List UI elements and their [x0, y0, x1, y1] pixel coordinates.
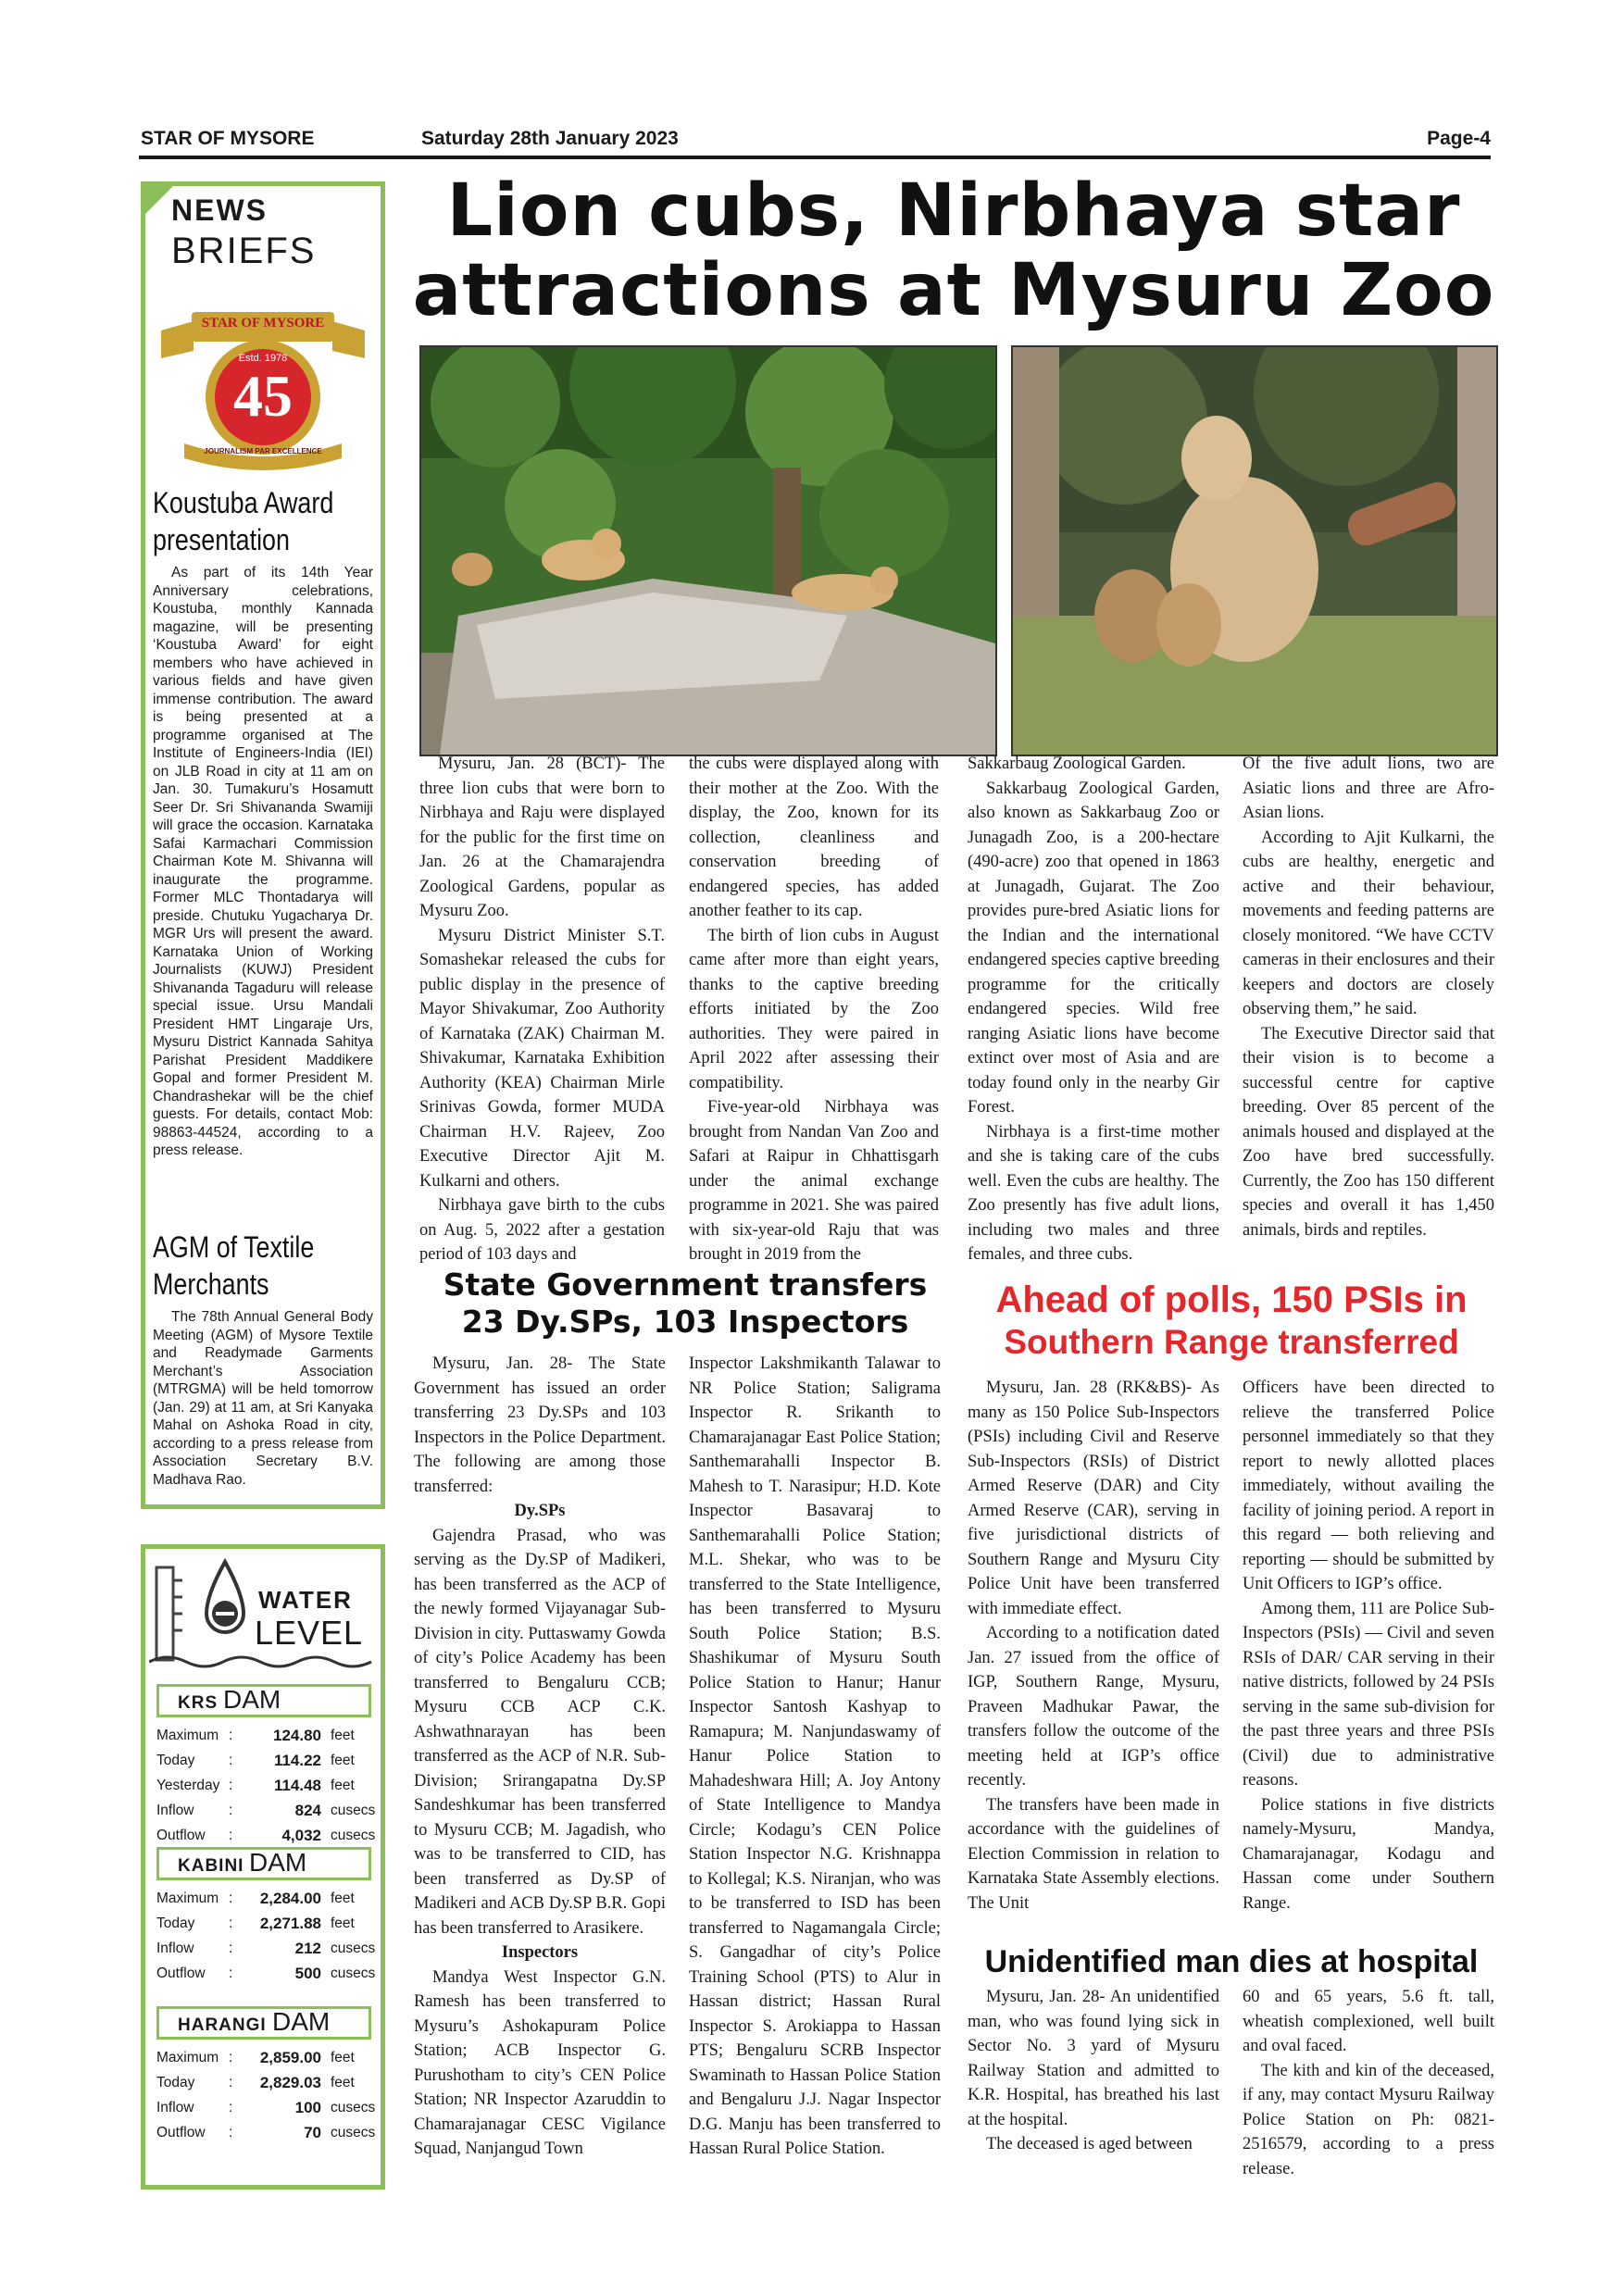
headline-line-2: attractions at Mysuru Zoo — [412, 249, 1495, 332]
paragraph: Mysuru, Jan. 28- An unidentified man, who was found lying sick in Sector No. 3 yard of Mysuru Railway Station and admitted to K.R. Hospital, has breathed his last at the hospital. — [968, 1988, 1219, 2129]
dam-row — [156, 2095, 379, 2120]
dam-row-label: Outflow — [156, 2125, 206, 2140]
dam-row — [156, 1823, 379, 1848]
paragraph: The Executive Director said that their vision is to become a successful centre for captive breeding. Over 85 percent of the animals housed and displayed at the Zoo have bred successfully. Currently, the Zoo has 150 different species and overall it has 1,450 animals, birds and reptiles. — [1243, 1024, 1494, 1240]
dam-row — [156, 2070, 379, 2095]
dam-label: DAM — [223, 1685, 281, 1714]
paragraph: According to Ajit Kulkarni, the cubs are healthy, energetic and active and their behaviour, movements and feeding patterns are closely monitored. “We have CCTV cameras in their enclosures and their keepers and doctors are closely observing them,” he said. — [1243, 828, 1494, 1018]
dam-row — [156, 1936, 379, 1961]
dam-name: KRS — [178, 1693, 219, 1713]
paragraph: Mandya West Inspector G.N. Ramesh has been transferred to Mysuru’s Ashokapuram Police Station; ACB Inspector G. Purushotham to city’s CEN Police Station; NR Inspector Azaruddin to Chamarajanagar CESC Vigilance Squad, Nanjangud Town — [414, 1967, 666, 2158]
hospital-headline: Unidentified man dies at hospital — [984, 1944, 1479, 1979]
dam-row — [156, 1886, 379, 1911]
paragraph: 60 and 65 years, 5.6 ft. tall, wheatish complexioned, well built and oval faced. — [1243, 1988, 1494, 2055]
dam-row-label: Inflow — [156, 1803, 194, 1818]
dam-name: HARANGI — [178, 2015, 267, 2035]
dam-row-value: 2,271.88 — [259, 1915, 321, 1932]
dam-row-unit: cusecs — [331, 1940, 376, 1956]
separator: : — [229, 1965, 233, 1981]
dam-row — [156, 1723, 379, 1748]
dam-row — [156, 1961, 379, 1986]
dam-row-label: Today — [156, 1753, 195, 1768]
dam-row-value: 500 — [294, 1965, 321, 1982]
paragraph: Inspector Lakshmikanth Talawar to NR Police Station; Saligrama Inspector R. Srikanth to Chamarajanagar East Police Station; Santhemarahalli Inspector B. Mahesh to T. Narasipur; H.D. Kote Inspector Basavaraj to Santhemarahalli Police Station; M.L. Shekar, who was to be transferred to the State Intelligence, has been transferred to Mysuru South Police Station; B.S. Shashikumar of Mysuru South Police Station to Hanur; Hanur Inspector Santosh Kashyap to Ramapura; M. Nanjundaswamy of Hanur Police Station to Mahadeshwara Hill; A. Joy Antony of State Intelligence to Mandya Circle; Kodagu’s CEN Police Station Inspector N.G. Krishnappa to Kollegal; K.S. Niranjan, who was to be transferred to ISD has been transferred to Nagamangala Circle; S. Gangadhar of city’s Police Training School (PTS) to Alur in Hassan district; Hassan Rural Inspector S. Arokiappa to Hassan PTS; Bengaluru SCRB Inspector Swaminath to Hassan Police Station and Bengaluru J.J. Nagar Inspector D.G. Manju has been transferred to Hassan Rural Police Station. — [689, 1354, 941, 2158]
dam-row — [156, 1911, 379, 1936]
dam-row-label: Maximum — [156, 2050, 219, 2065]
issue-date: Saturday 28th January 2023 — [421, 128, 679, 149]
dam-row-value: 2,829.03 — [259, 2074, 321, 2091]
brief-1-body: As part of its 14th Year Anniversary celebrations, Koustuba, monthly Kannada magazine, will be presenting ‘Koustuba Award’ for eight members who have achieved in various fields and have given immense contribution. The award is being presented at a programme organised at The Institute of Engineers-India (IEI) on JLB Road in city at 11 am on Jan. 30. Tumakuru’s Hosamutt Seer Dr. Sri Shivananda Swamiji will grace the occasion. Karnataka Safai Karmachari Commission Chairman Kote M. Shivanna will inaugurate the programme. Former MLC Thontadarya will preside. Chutuku Yugacharya Dr. MGR Urs will present the award. Karnataka Union of Working Journalists (KUWJ) President Shivananda Tagaduru will release special issue. Ursu Mandali President HMT Lingaraje Urs, Mysuru District Kannada Sahitya Parishat President Maddikere Gopal and former President M. Chandrashekar will be the chief guests. For details, contact Mob: 98863-44524, according to a press release. — [153, 565, 373, 1158]
dam-row-unit: cusecs — [331, 2125, 376, 2140]
transfer-story-col-1 — [414, 1352, 666, 2162]
separator: : — [229, 1915, 233, 1931]
dam-label: DAM — [249, 1848, 307, 1877]
paragraph: Police stations in five districts namely-Mysuru, Mandya, Chamarajanagar, Kodagu and Hassan come under Southern Range. — [1243, 1795, 1494, 1913]
transfer-headline-1: State Government transfers — [443, 1267, 928, 1303]
dam-row-unit: cusecs — [331, 1803, 376, 1818]
paragraph: Mysuru, Jan. 28- The State Government has issued an order transferring 23 Dy.SPs and 103 Inspectors in the Police Department. The following are among those transferred: — [414, 1354, 666, 1496]
separator: : — [229, 2125, 233, 2140]
paragraph: Nirbhaya gave birth to the cubs on Aug. 5, 2022 after a gestation period of 103 days and — [419, 1196, 665, 1264]
logo-banner: STAR OF MYSORE — [201, 316, 325, 331]
transfer-story-col-2 — [689, 1352, 941, 2162]
separator: : — [229, 1728, 233, 1743]
dam-row-unit: cusecs — [331, 1828, 376, 1843]
paragraph: Officers have been directed to relieve the transferred Police personnel immediately so that they report to newly allotted places immediately, without availing the facility of joining period. A report in this regard — both relieving and reporting — should be submitted by Unit Officers to IGP’s office. — [1243, 1379, 1494, 1593]
dam-row-unit: feet — [331, 1915, 355, 1931]
brief-1-title: Koustuba Award — [153, 486, 334, 519]
lion-cubs-photo-left — [419, 345, 997, 756]
dam-row-unit: feet — [331, 2075, 355, 2090]
dam-row — [156, 2120, 379, 2145]
dam-row-label: Today — [156, 1915, 195, 1931]
dam-row-value: 2,284.00 — [259, 1890, 321, 1907]
header-rule — [139, 156, 1491, 159]
separator: : — [229, 1890, 233, 1906]
psi-story-col-1 — [968, 1376, 1219, 1915]
dam-row — [156, 1773, 379, 1798]
dam-row-label: Maximum — [156, 1890, 219, 1906]
dam-row-value: 70 — [304, 2124, 321, 2141]
logo-ribbon: JOURNALISM PAR EXCELLENCE — [204, 447, 322, 455]
psi-headline-1: Ahead of polls, 150 PSIs in — [995, 1279, 1468, 1320]
separator: : — [229, 1940, 233, 1956]
paragraph: Sakkarbaug Zoological Garden, also known as Sakkarbaug Zoo or Junagadh Zoo, is a 200-hectare (490-acre) zoo that opened in 1863 at Junagadh, Gujarat. The Zoo provides pure-bred Asiatic lions for the Indian and the international endangered species captive breeding programme for the critically endangered species. Wild free ranging Asiatic lions have become extinct over most of Asia and are today found only in the nearby Gir Forest. — [968, 779, 1219, 1117]
dam-row-unit: cusecs — [331, 1965, 376, 1981]
masthead-name: STAR OF MYSORE — [141, 128, 315, 149]
paragraph: The birth of lion cubs in August came after more than eight years, thanks to the captive breeding efforts initiated by the Zoo authorities. They were paired in April 2022 after assessing their compatibility. — [689, 926, 939, 1092]
dam-row — [156, 1748, 379, 1773]
paragraph: Mysuru, Jan. 28 (RK&BS)- As many as 150 Police Sub-Inspectors (PSIs) including Civil and Reserve Sub-Inspectors (RSIs) of District Armed Reserve (DAR) and City Armed Reserve (CAR), serving in five jurisdictional districts of Southern Range and Mysuru City Police Unit have been transferred with immediate effect. — [968, 1379, 1219, 1618]
dam-row-label: Inflow — [156, 2100, 194, 2115]
dam-row-unit: feet — [331, 1890, 355, 1906]
dam-label: DAM — [272, 2007, 331, 2036]
dam-title — [156, 2006, 371, 2040]
anniversary-logo — [156, 305, 369, 473]
paragraph: The deceased is aged between — [986, 2135, 1193, 2153]
transfer-headline-2: 23 Dy.SPs, 103 Inspectors — [461, 1304, 909, 1340]
brief-1-title: presentation — [153, 523, 290, 556]
paragraph: Five-year-old Nirbhaya was brought from Nandan Van Zoo and Safari at Raipur in Chhattisgarh under the animal exchange programme in 2021. She was paired with six-year-old Raju that was brought in 2019 from the — [689, 1098, 939, 1264]
dam-row-unit: feet — [331, 1753, 355, 1768]
lion-story-col-2 — [689, 752, 939, 1267]
lion-story-col-1 — [419, 752, 665, 1267]
paragraph: The transfers have been made in accordance with the guidelines of Election Commission in relation to Karnataka State Assembly elections. The Unit — [968, 1795, 1219, 1913]
dam-row-value: 124.80 — [273, 1727, 321, 1744]
news-briefs-title-bold: NEWS — [171, 193, 268, 227]
paragraph: Of the five adult lions, two are Asiatic lions and three are Afro-Asian lions. — [1243, 755, 1494, 822]
dam-row-value: 2,859.00 — [259, 2049, 321, 2066]
separator: : — [229, 2075, 233, 2090]
logo-estd: Estd. 1978 — [238, 353, 288, 364]
news-briefs-box — [141, 181, 385, 1509]
dam-title — [156, 1847, 371, 1880]
water-level-box — [141, 1544, 385, 2190]
dam-row-label: Maximum — [156, 1728, 219, 1743]
page-number: Page-4 — [1427, 128, 1491, 149]
dam-title — [156, 1684, 371, 1717]
dam-row-label: Inflow — [156, 1940, 194, 1956]
nirbhaya-with-cubs-photo-right — [1011, 345, 1498, 756]
brief-2-title: Merchants — [153, 1267, 269, 1301]
news-briefs-title-light: BRIEFS — [171, 231, 317, 271]
separator: : — [229, 1803, 233, 1818]
dam-row-unit: cusecs — [331, 2100, 376, 2115]
dam-name: KABINI — [178, 1856, 244, 1876]
paragraph: According to a notification dated Jan. 27 issued from the office of IGP, Southern Range, Mysuru, Praveen Madhukar Pawar, the transfers follow the outcome of the meeting held at IGP’s office recently. — [968, 1624, 1219, 1790]
paragraph: Nirbhaya is a first-time mother and she is taking care of the cubs well. Even the cubs are healthy. The Zoo presently has five adult lions, including two males and three females, and three cubs. — [968, 1122, 1219, 1264]
dam-row-unit: feet — [331, 1778, 355, 1793]
dam-row-label: Today — [156, 2075, 195, 2090]
separator: : — [229, 2100, 233, 2115]
subhead-inspectors: Inspectors — [501, 1943, 579, 1962]
dam-row-value: 212 — [294, 1940, 321, 1957]
dam-row-value: 114.48 — [273, 1777, 321, 1794]
hospital-story-col-1 — [968, 1985, 1219, 2157]
dam-row-value: 824 — [294, 1802, 321, 1819]
psi-story-col-2 — [1243, 1376, 1494, 1915]
dam-row-label: Outflow — [156, 1828, 206, 1843]
separator: : — [229, 1828, 233, 1843]
dam-row-unit: feet — [331, 1728, 355, 1743]
dam-row-label: Yesterday — [156, 1778, 220, 1793]
subhead-dysps: Dy.SPs — [514, 1502, 566, 1520]
paragraph: The kith and kin of the deceased, if any, may contact Mysuru Railway Police Station on Ph: 0821-2516579, according to a press release. — [1243, 2061, 1494, 2178]
logo-number: 45 — [233, 363, 293, 429]
separator: : — [229, 2050, 233, 2065]
psi-headline-2: Southern Range transferred — [1004, 1323, 1459, 1361]
lion-story-col-4 — [1243, 752, 1494, 1242]
paragraph: Sakkarbaug Zoological Garden. — [968, 755, 1186, 773]
dam-row — [156, 1798, 379, 1823]
headline-line-1: Lion cubs, Nirbhaya star — [446, 169, 1461, 253]
brief-2-title: AGM of Textile — [153, 1230, 315, 1264]
separator: : — [229, 1753, 233, 1768]
paragraph: Mysuru District Minister S.T. Somashekar released the cubs for public display in the presence of Mayor Shivakumar, Zoo Authority of Karnataka (ZAK) Chairman M. Shivakumar, Karnataka Exhibition Authority (KEA) Chairman Mirle Srinivas Gowda, former MUDA Chairman H.V. Rajeev, Zoo Executive Director Ajit M. Kulkarni and others. — [419, 926, 665, 1191]
paragraph: Gajendra Prasad, who was serving as the Dy.SP of Madikeri, has been transferred as the ACP of the newly formed Vijayanagar Sub-Division in city. Puttaswamy Gowda of city’s Police Academy has been transferred to Bengaluru CCB; Mysuru CCB ACP C.K. Ashwathnarayan has been transferred as the ACP of N.R. Sub-Division; Srirangapatna Dy.SP Sandeshkumar has been transferred to Mysuru CCB; M. Jagadish, who was to be transferred to CID, has been transferred as Dy.SP of Madikeri and ACB Dy.SP B.R. Gopi has been transferred to Arasikere. — [414, 1526, 666, 1938]
water-title-top: WATER — [258, 1586, 353, 1614]
paragraph: the cubs were displayed along with their mother at the Zoo. With the display, the Zoo, known for its collection, cleanliness and conservation breeding of endangered species, has added another feather to its cap. — [689, 755, 939, 920]
dam-row-label: Outflow — [156, 1965, 206, 1981]
dam-row-value: 100 — [294, 2099, 321, 2116]
lion-story-col-3 — [968, 752, 1219, 1267]
separator: : — [229, 1778, 233, 1793]
paragraph: Mysuru, Jan. 28 (BCT)- The three lion cubs that were born to Nirbhaya and Raju were displayed for the public for the first time on Jan. 26 at the Chamarajendra Zoological Gardens, popular as Mysuru Zoo. — [419, 755, 665, 920]
hospital-story-col-2 — [1243, 1985, 1494, 2181]
dam-row-unit: feet — [331, 2050, 355, 2065]
paragraph: Among them, 111 are Police Sub-Inspectors (PSIs) — Civil and seven RSIs of DAR/ CAR serving in their native districts, followed by 24 PSIs serving in the same sub-division for the past three years and three PSIs (Civil) due to administrative reasons. — [1243, 1599, 1494, 1790]
dam-row — [156, 2045, 379, 2070]
dam-row-value: 4,032 — [281, 1827, 321, 1844]
brief-2-body: The 78th Annual General Body Meeting (AGM) of Mysore Textile and Readymade Garments Merchant’s Association (MTRGMA) will be held tomorrow (Jan. 29) at 11 am, at Sri Kanyaka Mahal on Ashoka Road in city, according to a press release from Association Secretary B.V. Madhava Rao. — [153, 1309, 373, 1488]
water-title-bottom: LEVEL — [255, 1614, 364, 1652]
dam-row-value: 114.22 — [273, 1752, 321, 1769]
